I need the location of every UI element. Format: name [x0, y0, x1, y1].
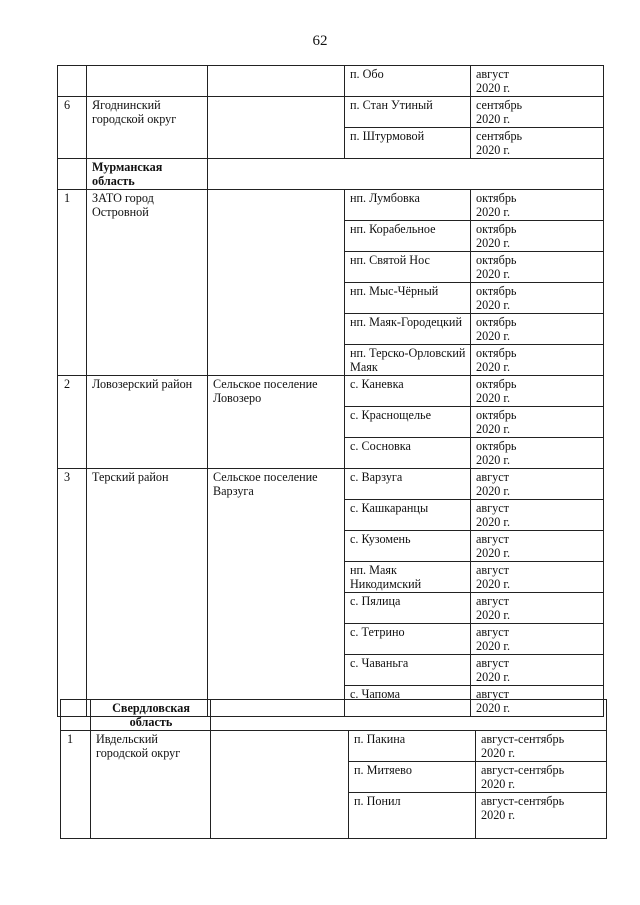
- date-year: 2020 г.: [476, 670, 511, 684]
- date-month: август: [476, 625, 509, 639]
- settlement-cell: нп. Корабельное: [345, 221, 471, 252]
- date-year: 2020 г.: [481, 808, 516, 822]
- number-cell: 3: [58, 469, 87, 717]
- date-cell: [471, 66, 604, 97]
- date-cell: [471, 376, 604, 407]
- date-cell: [471, 283, 604, 314]
- date-year: 2020 г.: [476, 267, 511, 281]
- district-cell: Ивдельский городской округ: [91, 731, 211, 839]
- date-year: 2020 г.: [476, 112, 511, 126]
- settlement-cell: с. Кузомень: [345, 531, 471, 562]
- date-cell: [471, 128, 604, 159]
- municipality-cell: [211, 731, 349, 839]
- date-year: 2020 г.: [476, 484, 511, 498]
- page-number: 62: [312, 33, 328, 49]
- date-cell: [471, 97, 604, 128]
- date-cell: [471, 407, 604, 438]
- date-year: 2020 г.: [476, 422, 511, 436]
- table-row: [58, 190, 604, 221]
- date-cell: [476, 731, 607, 762]
- date-year: 2020 г.: [476, 515, 511, 529]
- date-cell: [476, 762, 607, 793]
- date-year: 2020 г.: [476, 577, 511, 591]
- date-cell: [471, 562, 604, 593]
- date-year: 2020 г.: [476, 391, 511, 405]
- settlement-cell: п. Понил: [349, 793, 476, 839]
- table-row: [61, 700, 607, 731]
- table-row: [58, 469, 604, 500]
- date-year: 2020 г.: [476, 453, 511, 467]
- number-cell: 1: [58, 190, 87, 376]
- date-year: 2020 г.: [476, 329, 511, 343]
- date-cell: [471, 655, 604, 686]
- settlement-cell: п. Штурмовой: [345, 128, 471, 159]
- date-month: октябрь: [476, 191, 517, 205]
- settlement-cell: п. Пакина: [349, 731, 476, 762]
- date-month: август: [476, 501, 509, 515]
- date-year: 2020 г.: [476, 205, 511, 219]
- table-row: [58, 66, 604, 97]
- region-span-cell: [211, 700, 607, 731]
- date-cell: [471, 438, 604, 469]
- date-year: 2020 г.: [476, 608, 511, 622]
- table-row: [58, 97, 604, 128]
- date-year: 2020 г.: [481, 777, 516, 791]
- date-cell: [471, 345, 604, 376]
- table-row: [58, 159, 604, 190]
- table-row: [61, 731, 607, 762]
- date-month: октябрь: [476, 346, 517, 360]
- date-month: октябрь: [476, 377, 517, 391]
- date-cell: [471, 531, 604, 562]
- municipality-cell: Сельское поселение Варзуга: [208, 469, 345, 717]
- settlement-cell: п. Обо: [345, 66, 471, 97]
- district-cell: Терский район: [87, 469, 208, 717]
- date-cell: [471, 314, 604, 345]
- date-cell: [471, 252, 604, 283]
- date-month: август-сентябрь: [481, 794, 565, 808]
- date-cell: [476, 793, 607, 839]
- number-cell: [58, 66, 87, 97]
- date-month: август: [476, 594, 509, 608]
- district-cell: Ягоднинский городской округ: [87, 97, 208, 159]
- number-cell: [58, 159, 87, 190]
- table-row: [58, 376, 604, 407]
- settlement-cell: нп. Мыс-Чёрный: [345, 283, 471, 314]
- date-month: август: [476, 687, 509, 701]
- date-year: 2020 г.: [476, 639, 511, 653]
- date-year: 2020 г.: [476, 143, 511, 157]
- settlements-table-sverdlovsk: [60, 699, 607, 839]
- date-year: 2020 г.: [476, 360, 511, 374]
- date-month: сентябрь: [476, 98, 523, 112]
- number-cell: [61, 700, 91, 731]
- date-month: октябрь: [476, 222, 517, 236]
- settlement-cell: с. Тетрино: [345, 624, 471, 655]
- date-month: август: [476, 563, 509, 577]
- date-month: август: [476, 470, 509, 484]
- date-month: октябрь: [476, 439, 517, 453]
- region-span-cell: [208, 159, 604, 190]
- date-month: сентябрь: [476, 129, 523, 143]
- date-month: октябрь: [476, 408, 517, 422]
- settlement-cell: с. Кашкаранцы: [345, 500, 471, 531]
- date-month: август: [476, 532, 509, 546]
- date-month: август: [476, 656, 509, 670]
- date-year: 2020 г.: [476, 81, 511, 95]
- number-cell: 6: [58, 97, 87, 159]
- region-title: Мурманская область: [87, 159, 208, 190]
- settlement-cell: с. Краснощелье: [345, 407, 471, 438]
- settlement-cell: нп. Маяк-Городецкий: [345, 314, 471, 345]
- settlement-cell: с. Чаваньга: [345, 655, 471, 686]
- date-cell: [471, 624, 604, 655]
- date-month: октябрь: [476, 253, 517, 267]
- settlement-cell: нп. Маяк Никодимский: [345, 562, 471, 593]
- date-year: 2020 г.: [476, 236, 511, 250]
- date-year: 2020 г.: [476, 298, 511, 312]
- date-cell: [471, 190, 604, 221]
- number-cell: 2: [58, 376, 87, 469]
- settlement-cell: с. Чапома: [345, 686, 471, 717]
- date-year: 2020 г.: [481, 746, 516, 760]
- date-cell: [471, 469, 604, 500]
- settlement-cell: с. Пялица: [345, 593, 471, 624]
- settlement-cell: нп. Святой Нос: [345, 252, 471, 283]
- settlement-cell: нп. Терско-Орловский Маяк: [345, 345, 471, 376]
- municipality-cell: [208, 97, 345, 159]
- settlement-cell: с. Варзуга: [345, 469, 471, 500]
- settlements-table-magadan-murmansk: [57, 65, 604, 717]
- date-cell: [471, 593, 604, 624]
- date-cell: [471, 500, 604, 531]
- district-cell: [87, 66, 208, 97]
- municipality-cell: [208, 66, 345, 97]
- municipality-cell: [208, 190, 345, 376]
- district-cell: ЗАТО город Островной: [87, 190, 208, 376]
- settlement-cell: с. Каневка: [345, 376, 471, 407]
- date-month: август: [476, 67, 509, 81]
- date-month: октябрь: [476, 284, 517, 298]
- region-title: Свердловская область: [91, 700, 211, 731]
- district-cell: Ловозерский район: [87, 376, 208, 469]
- settlement-cell: с. Сосновка: [345, 438, 471, 469]
- municipality-cell: Сельское поселение Ловозеро: [208, 376, 345, 469]
- settlement-cell: п. Митяево: [349, 762, 476, 793]
- date-cell: [471, 221, 604, 252]
- date-year: 2020 г.: [476, 546, 511, 560]
- date-year: 2020 г.: [476, 701, 511, 715]
- date-month: август-сентябрь: [481, 763, 565, 777]
- number-cell: 1: [61, 731, 91, 839]
- date-month: август-сентябрь: [481, 732, 565, 746]
- date-month: октябрь: [476, 315, 517, 329]
- settlement-cell: п. Стан Утиный: [345, 97, 471, 128]
- settlement-cell: нп. Лумбовка: [345, 190, 471, 221]
